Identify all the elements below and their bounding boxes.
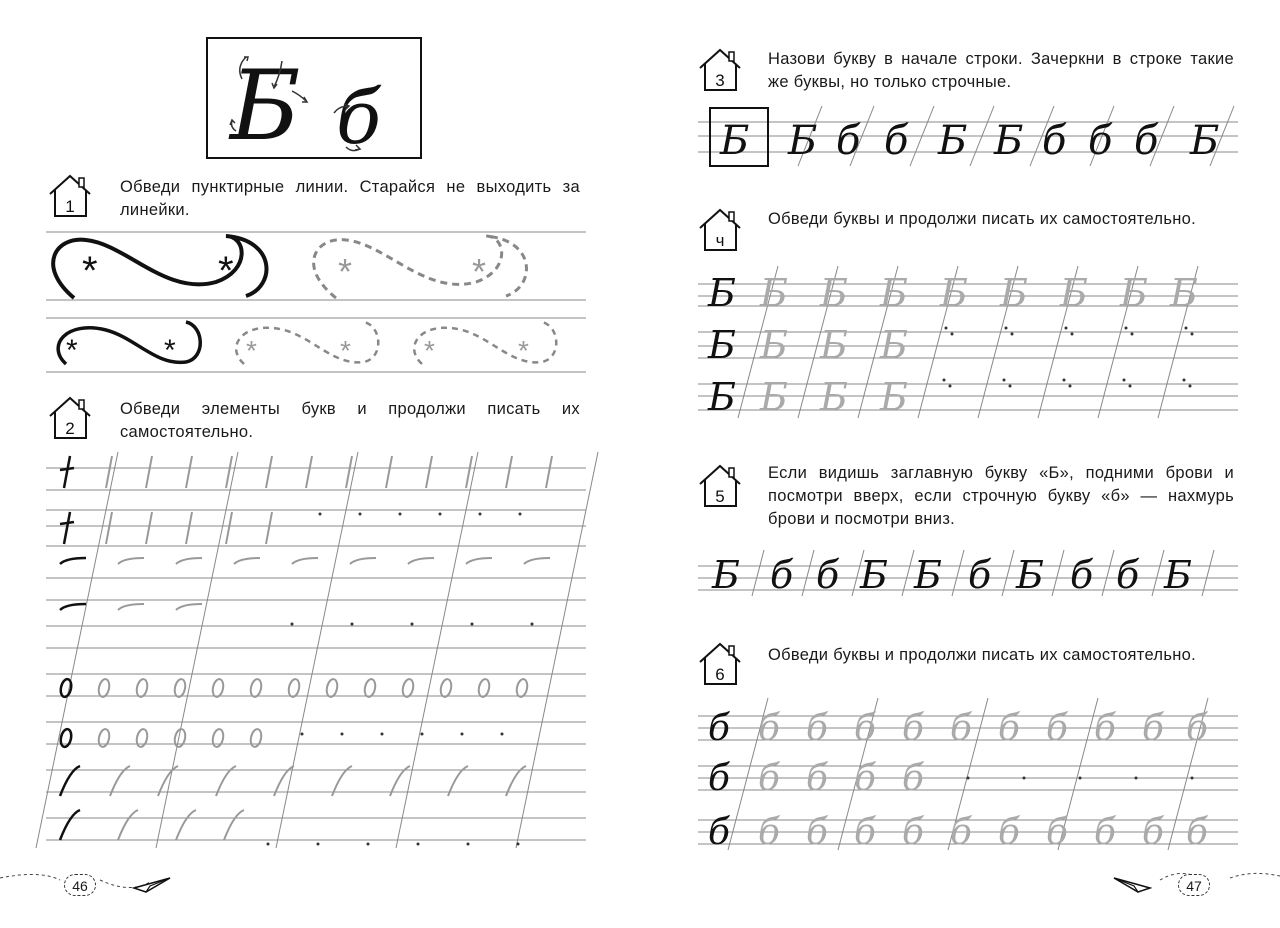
trace-letter: б xyxy=(902,812,924,853)
seq-letter: Б xyxy=(914,553,942,597)
trace-letter: Б xyxy=(708,271,736,315)
trace-letter: Б xyxy=(820,323,848,367)
svg-text:*: * xyxy=(164,334,176,367)
svg-text:*: * xyxy=(518,335,529,366)
title-letter-lower: б xyxy=(336,75,382,157)
task-5-instruction: Если видишь заглавную букву «Б», подними брови и посмотри вверх, если строчную букву «б» — нахмурь брови и посмотри вниз. xyxy=(768,464,1234,528)
task-6-exercise xyxy=(698,696,1238,852)
seq-letter: б xyxy=(770,553,794,597)
page-number-left: 46 xyxy=(64,874,96,896)
seq-letter: Б xyxy=(938,118,968,164)
task-2-exercise xyxy=(46,448,586,858)
trace-letter: Б xyxy=(708,323,736,367)
seq-letter: Б xyxy=(860,553,888,597)
trace-letter: Б xyxy=(880,323,908,367)
seq-letter: б xyxy=(836,118,861,164)
trace-letter: б xyxy=(758,758,780,799)
trace-letter: б xyxy=(806,758,828,799)
trace-letter: Б xyxy=(760,375,788,419)
trace-letter: б xyxy=(1094,708,1116,749)
trace-letter: б xyxy=(950,812,972,853)
trace-letter: Б xyxy=(820,271,848,315)
task-3-instruction: Назови букву в начале строки. Зачеркни в строке такие же буквы, но только строчные. xyxy=(768,50,1234,91)
letter-arrows-decoration xyxy=(208,39,420,157)
trace-letter: б xyxy=(902,758,924,799)
house-icon xyxy=(46,394,96,440)
seq-letter: б xyxy=(884,118,909,164)
trace-letter: Б xyxy=(940,271,968,315)
trace-letter: Б xyxy=(708,375,736,419)
trace-letter: б xyxy=(1142,708,1164,749)
seq-letter: Б xyxy=(994,118,1024,164)
paper-plane-icon xyxy=(132,874,172,896)
seq-letter: Б xyxy=(712,553,740,597)
house-icon xyxy=(696,46,746,92)
task-1-instruction: Обведи пунктирные линии. Старайся не выходить за линейки. xyxy=(120,178,580,219)
trace-letter: Б xyxy=(760,271,788,315)
trace-letter: б xyxy=(806,708,828,749)
trace-letter: Б xyxy=(1060,271,1088,315)
seq-letter: б xyxy=(1088,118,1113,164)
task-3-exercise xyxy=(698,104,1238,170)
trace-letter: б xyxy=(902,708,924,749)
svg-text:*: * xyxy=(66,334,78,367)
task-number: 2 xyxy=(65,419,75,438)
trace-letter: б xyxy=(1046,812,1068,853)
right-page xyxy=(640,0,1280,928)
trace-letter: б xyxy=(998,812,1020,853)
trace-letter: б xyxy=(1186,708,1208,749)
trace-letter: б xyxy=(1094,812,1116,853)
trace-letter: б xyxy=(998,708,1020,749)
seq-letter: б xyxy=(1042,118,1067,164)
trace-letter: б xyxy=(950,708,972,749)
trace-letter: б xyxy=(1186,812,1208,853)
seq-letter: б xyxy=(968,553,992,597)
trace-letter: б xyxy=(708,708,730,749)
task-number: 1 xyxy=(65,197,75,216)
svg-text:*: * xyxy=(82,249,98,293)
trace-letter: б xyxy=(806,812,828,853)
seq-letter: б xyxy=(1134,118,1159,164)
trace-letter: Б xyxy=(760,323,788,367)
trace-letter: б xyxy=(854,708,876,749)
trace-letter: б xyxy=(758,812,780,853)
svg-text:*: * xyxy=(472,251,487,292)
title-letter-upper: Б xyxy=(230,50,301,157)
house-icon xyxy=(696,206,746,252)
trace-letter: б xyxy=(854,812,876,853)
house-icon xyxy=(46,172,96,218)
task-5-exercise xyxy=(698,546,1238,598)
task-number: 3 xyxy=(715,71,725,90)
task-2-instruction: Обведи элементы букв и продолжи писать их самостоятельно. xyxy=(120,400,580,441)
task-number: 5 xyxy=(715,487,725,506)
trace-letter: б xyxy=(708,812,730,853)
task-4-instruction: Обведи буквы и продолжи писать их самостоятельно. xyxy=(768,210,1196,228)
trace-letter: б xyxy=(708,758,730,799)
trace-letter: б xyxy=(1142,812,1164,853)
trace-letter: б xyxy=(854,758,876,799)
footer-dashed-path xyxy=(0,860,640,910)
seq-letter: Б xyxy=(1190,118,1220,164)
svg-text:*: * xyxy=(338,251,353,292)
task-6-instruction: Обведи буквы и продолжи писать их самостоятельно. xyxy=(768,646,1196,664)
trace-letter: Б xyxy=(1170,271,1198,315)
trace-letter: Б xyxy=(1000,271,1028,315)
seq-letter: Б xyxy=(720,118,750,164)
trace-letter: б xyxy=(1046,708,1068,749)
trace-letter: Б xyxy=(1120,271,1148,315)
page-number-right: 47 xyxy=(1178,874,1210,896)
svg-text:*: * xyxy=(424,335,435,366)
task-4-exercise xyxy=(698,262,1238,422)
house-icon xyxy=(696,640,746,686)
trace-letter: Б xyxy=(880,375,908,419)
task-number: ч xyxy=(715,231,725,250)
trace-letter: Б xyxy=(820,375,848,419)
svg-text:*: * xyxy=(218,249,234,293)
svg-text:*: * xyxy=(246,335,257,366)
seq-letter: б xyxy=(1116,553,1140,597)
seq-letter: б xyxy=(816,553,840,597)
seq-letter: Б xyxy=(788,118,818,164)
task-number: 6 xyxy=(715,665,725,684)
letter-title-box xyxy=(206,37,422,159)
paper-plane-icon xyxy=(1112,874,1152,896)
house-icon xyxy=(696,462,746,508)
svg-text:*: * xyxy=(340,335,351,366)
trace-letter: Б xyxy=(880,271,908,315)
trace-letter: б xyxy=(758,708,780,749)
seq-letter: Б xyxy=(1016,553,1044,597)
seq-letter: б xyxy=(1070,553,1094,597)
task-1-exercise xyxy=(46,226,586,376)
seq-letter: Б xyxy=(1164,553,1192,597)
